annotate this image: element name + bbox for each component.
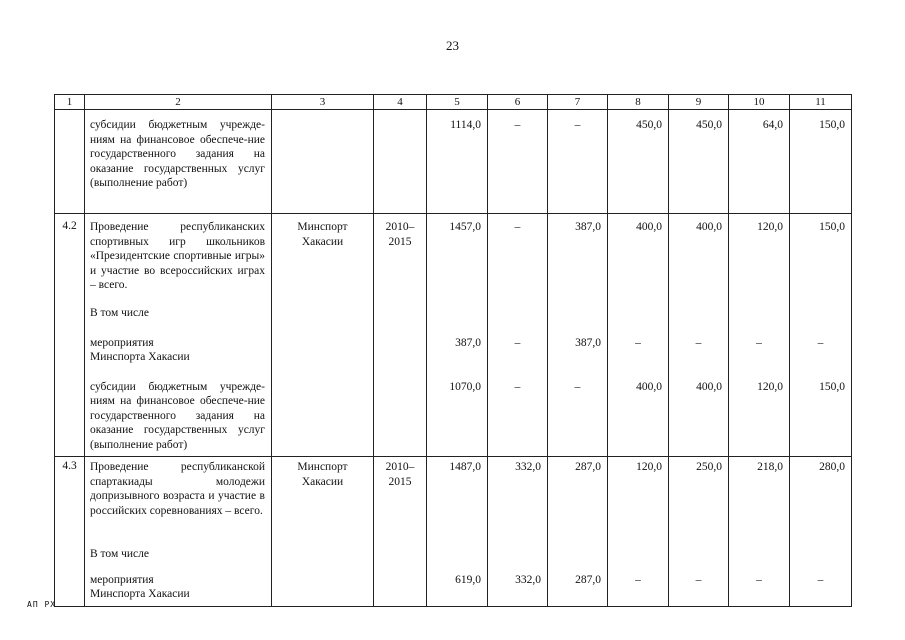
table-row: [55, 110, 852, 214]
value-cell: –: [729, 328, 790, 372]
value-cell: 120,0: [729, 372, 790, 457]
value-cell: 250,0: [669, 457, 729, 545]
table-row: [55, 545, 852, 569]
description-line: субсидии бюджетным учрежде-ниям на финансовое обеспече-ние государственного задания на оказание государственных услуг (выполнение работ): [90, 119, 265, 189]
page-number: 23: [446, 38, 459, 53]
table-row: [55, 304, 852, 328]
row-description: [85, 110, 272, 214]
row-executor: Минспорт Хакасии: [272, 457, 374, 545]
column-header: 1: [55, 95, 85, 110]
value-cell: 400,0: [608, 214, 669, 304]
row-description: мероприятия Минспорта Хакасии: [85, 569, 272, 607]
value-cell: 150,0: [790, 214, 852, 304]
column-header: 10: [729, 95, 790, 110]
value-cell: –: [488, 110, 548, 214]
value-cell: 450,0: [669, 110, 729, 214]
value-cell: 400,0: [669, 214, 729, 304]
row-executor: [272, 110, 374, 214]
value-cell: –: [488, 328, 548, 372]
row-number: [55, 110, 85, 214]
column-header: 7: [548, 95, 608, 110]
value-cell: 150,0: [790, 110, 852, 214]
table-row: [55, 214, 852, 304]
row-period: 2010–2015: [374, 457, 427, 545]
value-cell: 150,0: [790, 372, 852, 457]
table-header-row: [55, 95, 852, 110]
value-cell: –: [488, 372, 548, 457]
row-period: 2010–2015: [374, 214, 427, 304]
value-cell: 387,0: [548, 328, 608, 372]
value-cell: 218,0: [729, 457, 790, 545]
table-row: [55, 457, 852, 545]
value-cell: –: [548, 372, 608, 457]
value-cell: –: [488, 214, 548, 304]
value-cell: –: [669, 569, 729, 607]
column-header: 11: [790, 95, 852, 110]
value-cell: 64,0: [729, 110, 790, 214]
row-description: Проведение республиканских спортивных игр школьников «Президентские спортивные игры» и участие во всероссийских играх – всего.: [85, 214, 272, 304]
value-cell: 619,0: [427, 569, 488, 607]
table-row: [55, 372, 852, 457]
value-cell: –: [669, 328, 729, 372]
value-cell: 387,0: [427, 328, 488, 372]
column-header: 9: [669, 95, 729, 110]
value-cell: 287,0: [548, 457, 608, 545]
budget-table: [54, 94, 852, 607]
value-cell: 1114,0: [427, 110, 488, 214]
row-period: [374, 110, 427, 214]
row-description: В том числе: [85, 545, 272, 569]
column-header: 8: [608, 95, 669, 110]
column-header: 5: [427, 95, 488, 110]
column-header: 2: [85, 95, 272, 110]
value-cell: 1070,0: [427, 372, 488, 457]
column-header: 6: [488, 95, 548, 110]
value-cell: 332,0: [488, 569, 548, 607]
table-row: [55, 328, 852, 372]
row-description: В том числе: [85, 304, 272, 328]
value-cell: 120,0: [729, 214, 790, 304]
value-cell: 120,0: [608, 457, 669, 545]
value-cell: 450,0: [608, 110, 669, 214]
value-cell: 1457,0: [427, 214, 488, 304]
value-cell: 400,0: [608, 372, 669, 457]
row-executor: Минспорт Хакасии: [272, 214, 374, 304]
value-cell: 332,0: [488, 457, 548, 545]
row-description: Проведение республиканской спартакиады молодежи допризывного возраста и участие в российских соревнованиях – всего.: [85, 457, 272, 545]
value-cell: 287,0: [548, 569, 608, 607]
table-row: [55, 569, 852, 607]
value-cell: –: [608, 328, 669, 372]
row-description: мероприятия Минспорта Хакасии: [85, 328, 272, 372]
value-cell: –: [729, 569, 790, 607]
value-cell: –: [608, 569, 669, 607]
value-cell: –: [790, 569, 852, 607]
row-number: 4.2: [55, 214, 85, 304]
row-description: субсидии бюджетным учрежде-ниям на финансовое обеспече-ние государственного задания на оказание государственных услуг (выполнение работ): [85, 372, 272, 457]
value-cell: 1487,0: [427, 457, 488, 545]
column-header: 3: [272, 95, 374, 110]
footer-stamp: АП РХ: [27, 600, 57, 609]
value-cell: 280,0: [790, 457, 852, 545]
value-cell: 400,0: [669, 372, 729, 457]
value-cell: –: [790, 328, 852, 372]
value-cell: 387,0: [548, 214, 608, 304]
column-header: 4: [374, 95, 427, 110]
row-number: 4.3: [55, 457, 85, 545]
value-cell: –: [548, 110, 608, 214]
